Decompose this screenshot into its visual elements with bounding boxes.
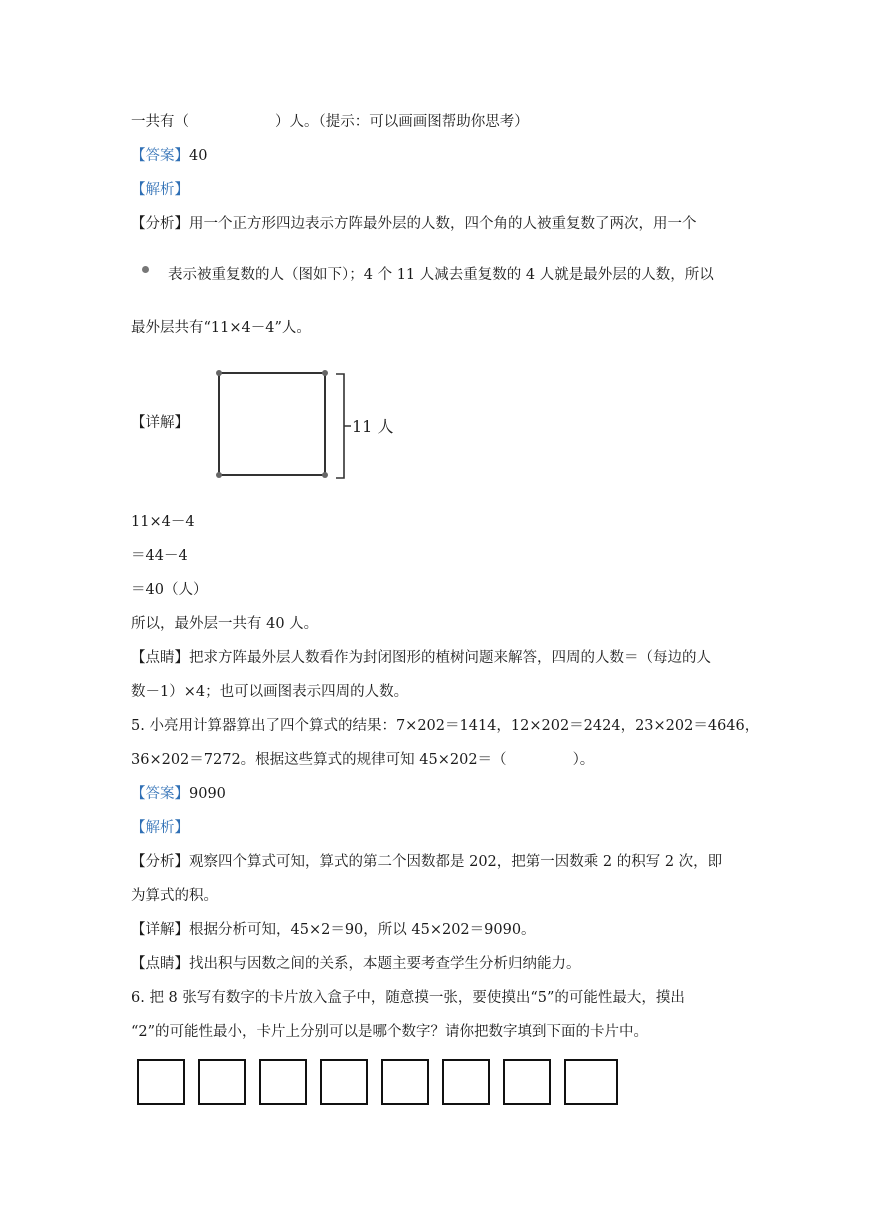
q5-xiangjie: 【详解】根据分析可知，45×2＝90，所以 45×202＝9090。 [131, 922, 536, 938]
q5-question-line1: 5. 小亮用计算器算出了四个算式的结果：7×202＝1414，12×202＝2424，23×202＝4646， [131, 718, 760, 734]
calc-line: ＝44－4 [131, 548, 188, 564]
dot-icon [142, 266, 149, 273]
square-outline [219, 373, 325, 475]
q5-fenxi-line2: 为算式的积。 [131, 888, 218, 904]
number-card[interactable] [503, 1059, 551, 1105]
q4-answer: 【答案】40 [131, 148, 208, 164]
q5-answer: 【答案】9090 [131, 786, 226, 802]
corner-dot [322, 472, 328, 478]
q4-dianjing-line1: 【点睛】把求方阵最外层人数看作为封闭图形的植树问题来解答，四周的人数＝（每边的人 [131, 650, 711, 666]
number-card[interactable] [564, 1059, 618, 1105]
q5-jiexi-label: 【解析】 [131, 820, 189, 836]
number-card[interactable] [259, 1059, 307, 1105]
number-card[interactable] [198, 1059, 246, 1105]
q4-dianjing-line2: 数－1）×4；也可以画图表示四周的人数。 [131, 684, 409, 700]
q4-question-tail: 一共有（ ）人。（提示：可以画画图帮助你思考） [131, 114, 529, 130]
square-diagram [210, 365, 400, 485]
number-card[interactable] [320, 1059, 368, 1105]
number-card[interactable] [442, 1059, 490, 1105]
number-card[interactable] [137, 1059, 185, 1105]
q4-fenxi-line2: 表示被重复数的人（图如下）；4 个 11 人减去重复数的 4 人就是最外层的人数，所以 [168, 267, 714, 283]
calc-line: ＝40（人） [131, 582, 208, 598]
q4-xiangjie-label: 【详解】 [131, 415, 189, 431]
q5-dianjing: 【点睛】找出积与因数之间的关系，本题主要考查学生分析归纳能力。 [131, 956, 581, 972]
corner-dot [216, 370, 222, 376]
brace-bracket [336, 374, 351, 478]
q5-fenxi-line1: 【分析】观察四个算式可知，算式的第二个因数都是 202，把第一因数乘 2 的积写 2 次，即 [131, 854, 723, 870]
corner-dot [216, 472, 222, 478]
calc-line: 11×4－4 [131, 514, 195, 530]
q6-question-line2: “2”的可能性最小，卡片上分别可以是哪个数字？请你把数字填到下面的卡片中。 [131, 1024, 649, 1040]
figure-label: 11 人 [352, 417, 394, 436]
corner-dot [322, 370, 328, 376]
q4-fenxi-line3: 最外层共有“11×4－4”人。 [131, 320, 311, 336]
q5-question-line2: 36×202＝7272。根据这些算式的规律可知 45×202＝（ ）。 [131, 752, 595, 768]
number-card[interactable] [381, 1059, 429, 1105]
q6-question-line1: 6. 把 8 张写有数字的卡片放入盒子中，随意摸一张，要使摸出“5”的可能性最大，摸出 [131, 990, 685, 1006]
q4-fenxi-line1: 【分析】用一个正方形四边表示方阵最外层的人数，四个角的人被重复数了两次，用一个 [131, 216, 697, 232]
q4-jiexi-label: 【解析】 [131, 182, 189, 198]
calc-conclusion: 所以，最外层一共有 40 人。 [131, 616, 319, 632]
